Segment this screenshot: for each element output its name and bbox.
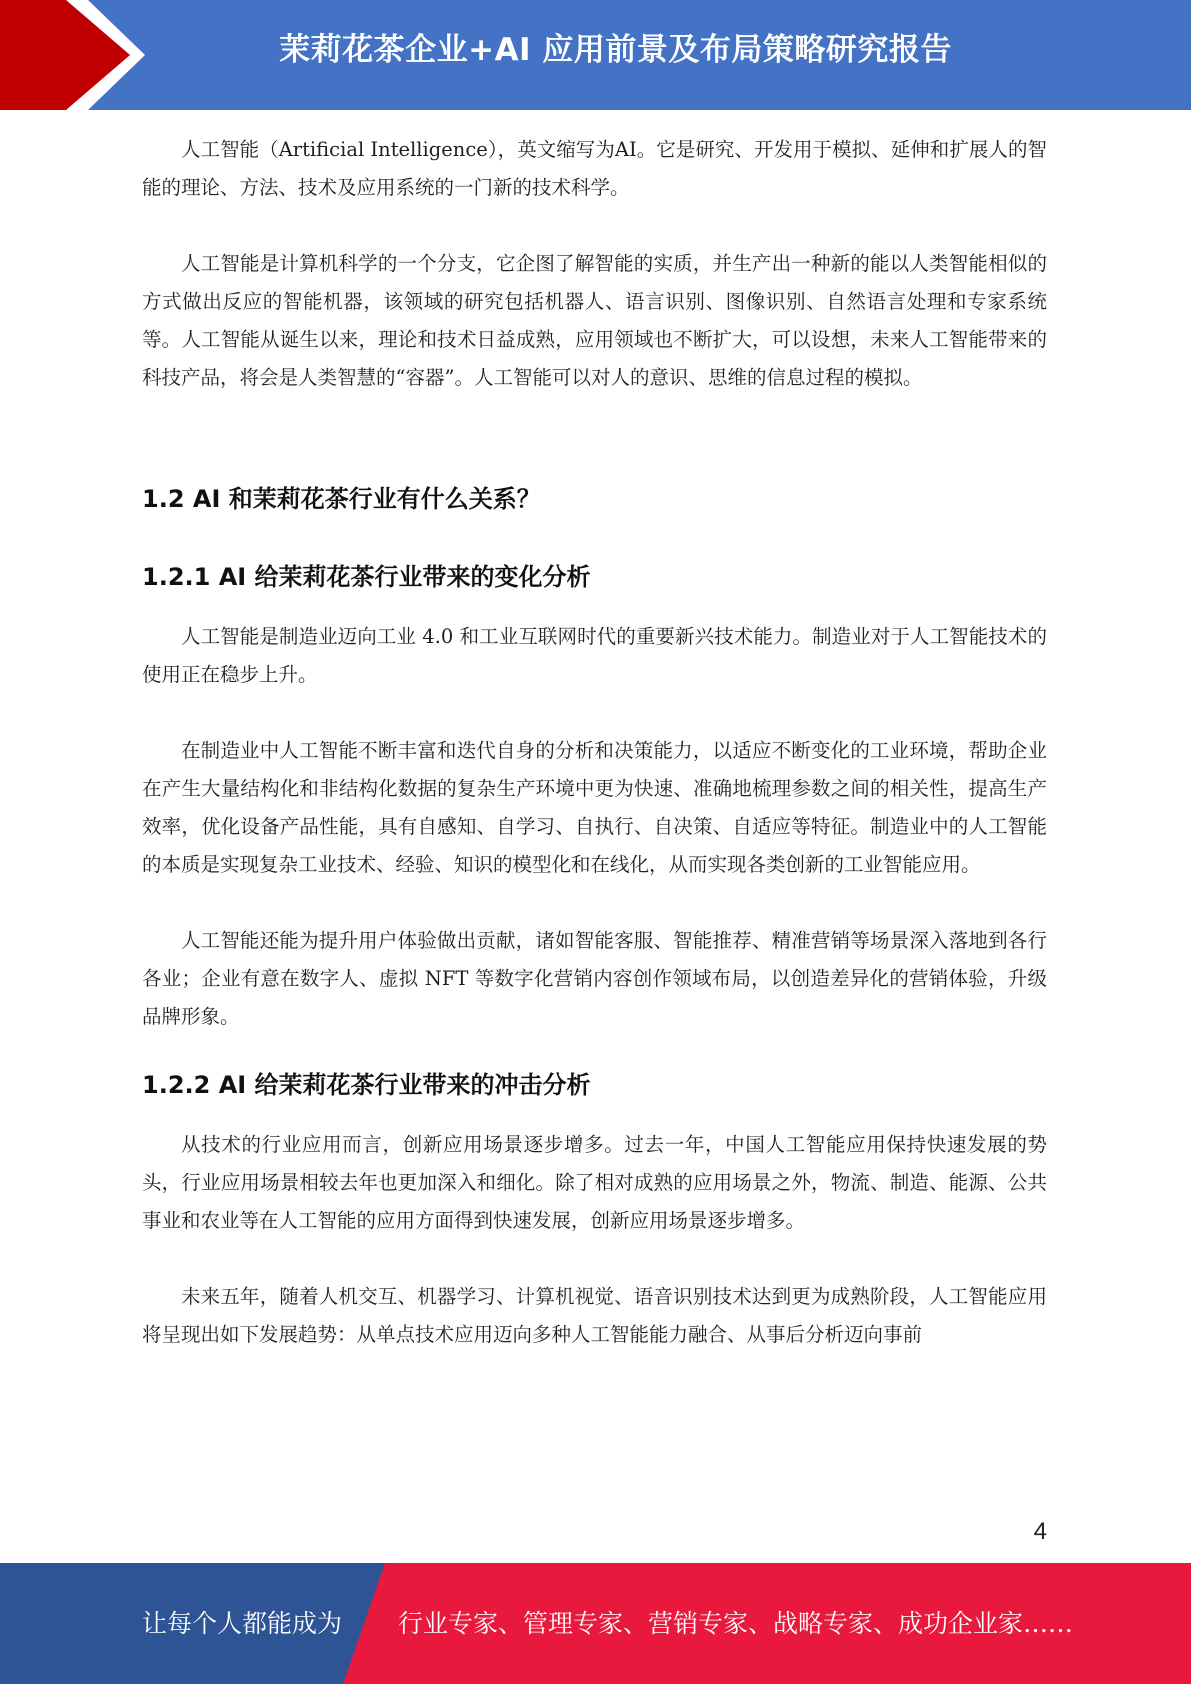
paragraph: 在制造业中人工智能不断丰富和迭代自身的分析和决策能力，以适应不断变化的工业环境，帮助企业在产生大量结构化和非结构化数据的复杂生产环境中更为快速、准确地梳理参数之间的相关性，提高生产效率，优化设备产品性能，具有自感知、自学习、自执行、自决策、自适应等特征。制造业中的人工智能的本质是实现复杂工业技术、经验、知识的模型化和在线化，从而实现各类创新的工业智能应用。 [142, 739, 1047, 876]
footer-slogan-right: 行业专家、管理专家、营销专家、战略专家、成功企业家…… [398, 1609, 1074, 1638]
page-number: 4 [1033, 1518, 1047, 1545]
document-body [142, 131, 1047, 1354]
paragraph: 人工智能是制造业迈向工业 4.0 和工业互联网时代的重要新兴技术能力。制造业对于人工智能技术的使用正在稳步上升。 [142, 625, 1047, 686]
paragraph: 人工智能是计算机科学的一个分支，它企图了解智能的实质，并生产出一种新的能以人类智能相似的方式做出反应的智能机器，该领域的研究包括机器人、语言识别、图像识别、自然语言处理和专家系统等。人工智能从诞生以来，理论和技术日益成熟，应用领域也不断扩大，可以设想，未来人工智能带来的科技产品，将会是人类智慧的“容器”。人工智能可以对人的意识、思维的信息过程的模拟。 [142, 252, 1047, 389]
paragraph: 人工智能还能为提升用户体验做出贡献，诸如智能客服、智能推荐、精准营销等场景深入落地到各行各业；企业有意在数字人、虚拟 NFT 等数字化营销内容创作领域布局，以创造差异化的营销体验，升级品牌形象。 [142, 929, 1047, 1028]
paragraph: 未来五年，随着人机交互、机器学习、计算机视觉、语音识别技术达到更为成熟阶段，人工智能应用将呈现出如下发展趋势：从单点技术应用迈向多种人工智能能力融合、从事后分析迈向事前 [142, 1285, 1047, 1346]
section-heading-1-2-1: 1.2.1 AI 给茉莉花茶行业带来的变化分析 [142, 563, 591, 591]
section-heading-1-2-2: 1.2.2 AI 给茉莉花茶行业带来的冲击分析 [142, 1071, 591, 1099]
paragraph: 从技术的行业应用而言，创新应用场景逐步增多。过去一年，中国人工智能应用保持快速发展的势头，行业应用场景相较去年也更加深入和细化。除了相对成熟的应用场景之外，物流、制造、能源、公共事业和农业等在人工智能的应用方面得到快速发展，创新应用场景逐步增多。 [142, 1133, 1047, 1232]
report-title: 茉莉花茶企业+AI 应用前景及布局策略研究报告 [279, 32, 952, 68]
footer-banner [0, 1563, 1191, 1684]
paragraph: 人工智能（Artificial Intelligence），英文缩写为AI。它是研究、开发用于模拟、延伸和扩展人的智能的理论、方法、技术及应用系统的一门新的技术科学。 [142, 138, 1047, 199]
section-heading-1-2: 1.2 AI 和茉莉花茶行业有什么关系？ [142, 485, 541, 513]
header-banner [0, 0, 1191, 110]
footer-slogan-left: 让每个人都能成为 [142, 1609, 343, 1638]
